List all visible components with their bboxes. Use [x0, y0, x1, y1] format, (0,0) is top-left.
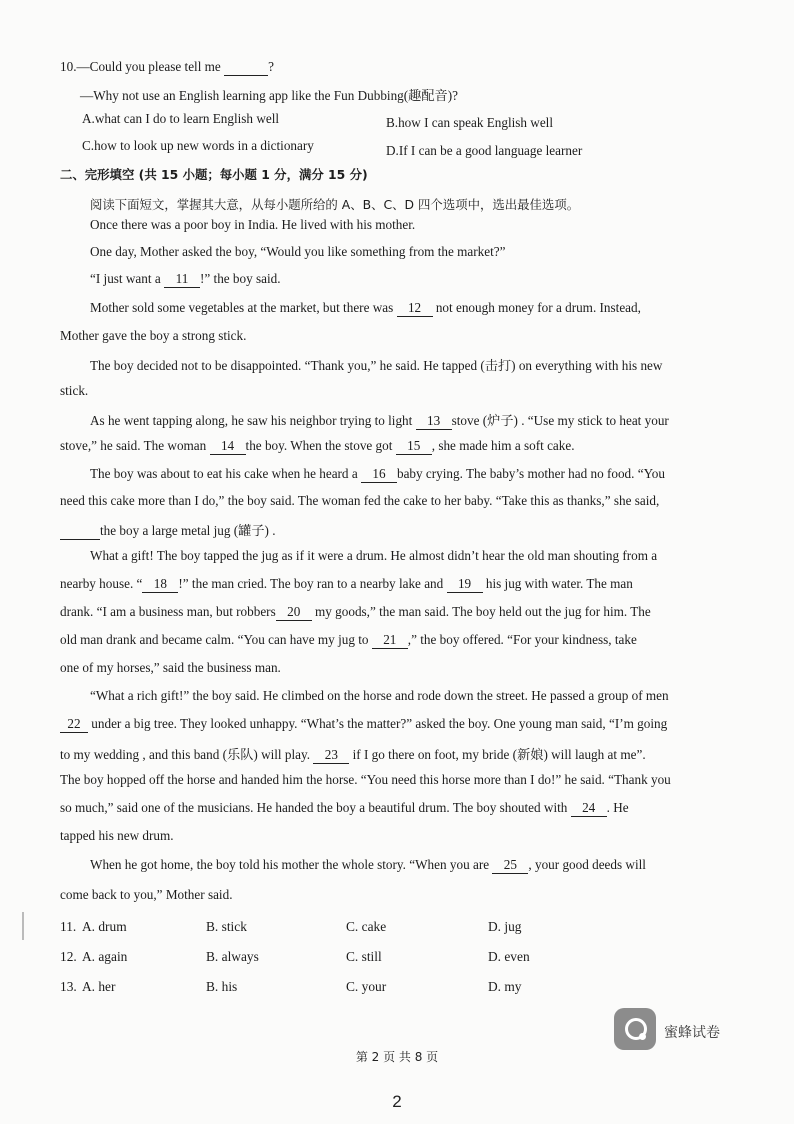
blank-14: 14 — [210, 438, 246, 455]
q10-option-a: A.what can I do to learn English well — [82, 111, 280, 126]
passage-line: need this cake more than I do,” the boy said. The woman fed the cake to her baby. “Take this as thanks,” she said, — [60, 493, 660, 508]
q10-option-b: B.how I can speak English well — [386, 115, 554, 130]
exam-page: 10.—Could you please tell me ? —Why not use an English learning app like the Fun Dubbing(趣配音)? A.what can I do to learn English well B.how I can speak English well C.how to look up new words in a dictionary D.If I can be a good language learner 二、完形填空 (共 15 小题；每小题 1 分，满分 15 分) 阅读下面短文，掌握其大意，从每小题所给的 A、B、C、D 四个选项中，选出最佳选项。 Once there was a poor boy in India. He lived with his mother. One day, Mother asked the boy, “Would you like something from the market?” “I just want a 11 !” the boy said. Mother sold some vegetables at the market, but there was 12 not enough money for a drum. Instead, Mother gave the boy a strong stick. The boy decided not to be disappointed. “Thank you,” he said. He tapped (击打) on everything with his new stick. As he went tapping along, he saw his neighbor trying to light 13 stove (炉子) . “Use my stick to heat your stove,” he said. The woman 14 the boy. When the stove got 15 , she made him a soft cake. The boy was about to eat his cake when he heard a 16 baby crying. The baby’s mother had no food. “You need this cake more than I do,” the boy said. The woman fed the cake to her baby. “Take this as thanks,” she said, the boy a large metal jug (罐子) . What a gift! The boy tapped the jug as if it were a drum. He almost didn’t hear the old man shouting from a nearby house. “ 18 !” the man cried. The boy ran to a nearby lake and 19 his jug with water. The man drank. “I am a business man, but robbers 20 my goods,” the man said. The boy held out the jug for him. The old man drank and became calm. “You can have my jug to 21 ,” the boy offered. “For your kindness, take one of my horses,” said the business man. “What a rich gift!” the boy said. He climbed on the horse and rode down the street. He passed a group of men 22 under a big tree. They looked unhappy. “What’s the matter?” asked the boy. One young man said, “I’m going to my wedding , and this band (乐队) will play. 23 if I go there on foot, my bride (新娘) will laugh at me”. The boy hopped off the horse and handed him the horse. “You need this horse more than I do!” he said. “Thank you so much,” said one of the musicians. He handed the boy a beautiful drum. The boy shouted with 24 . He tapped his new drum. When he got home, the boy told his mother the whole story. “When you are 25 , your good deeds will come back to you,” Mother said. 11. A. drum B. stick C. cake D. jug 12. A. again B. always C. still D. even 13. A. her B. his C. your D. my 蜜蜂试卷 第 2 页 共 8 页 2 — [0, 0, 794, 1124]
option-13-b: B. his — [206, 979, 238, 994]
blank-11: 11 — [164, 271, 200, 288]
section-heading: 二、完形填空 (共 15 小题；每小题 1 分，满分 15 分) — [60, 167, 368, 182]
section-instruction: 阅读下面短文，掌握其大意，从每小题所给的 A、B、C、D 四个选项中，选出最佳选项。 — [90, 197, 580, 212]
blank-25: 25 — [492, 857, 528, 874]
margin-mark — [22, 912, 24, 940]
blank-17 — [60, 523, 100, 540]
passage-line: Once there was a poor boy in India. He lived with his mother. — [90, 217, 416, 232]
passage-line: The boy was about to eat his cake when he heard a 16 baby crying. The baby’s mother had no food. “You — [90, 466, 665, 481]
option-13-a: A. her — [82, 979, 116, 994]
passage-line: stick. — [60, 383, 89, 398]
option-13-d: D. my — [488, 979, 522, 994]
blank-23: 23 — [313, 747, 349, 764]
passage-line: The boy hopped off the horse and handed him the horse. “You need this horse more than I do!” he said. “Thank you — [60, 772, 671, 787]
passage-line: to my wedding , and this band (乐队) will play. 23 if I go there on foot, my bride (新娘) will laugh at me”. — [60, 747, 646, 762]
page-footer: 第 2 页 共 8 页 — [355, 1050, 439, 1064]
blank-16: 16 — [361, 466, 397, 483]
blank-20: 20 — [276, 604, 312, 621]
passage-line: drank. “I am a business man, but robbers 20 my goods,” the man said. The boy held out the jug for him. The — [60, 604, 651, 619]
option-11-d: D. jug — [488, 919, 522, 934]
passage-line: Mother gave the boy a strong stick. — [60, 328, 247, 343]
blank-15: 15 — [396, 438, 432, 455]
passage-line: old man drank and became calm. “You can have my jug to 21 ,” the boy offered. “For your kindness, take — [60, 632, 637, 647]
passage-line: As he went tapping along, he saw his neighbor trying to light 13 stove (炉子) . “Use my stick to heat your — [90, 413, 669, 428]
passage-line: 22 under a big tree. They looked unhappy. “What’s the matter?” asked the boy. One young man said, “I’m going — [60, 716, 667, 733]
blank-13: 13 — [416, 413, 452, 430]
passage-line: Mother sold some vegetables at the market, but there was 12 not enough money for a drum. Instead, — [90, 300, 641, 315]
blank-19: 19 — [447, 576, 483, 593]
blank-18: 18 — [142, 576, 178, 593]
option-11-b: B. stick — [206, 919, 247, 934]
blank-12: 12 — [397, 300, 433, 317]
option-12-c: C. still — [346, 949, 382, 964]
logo-text: 蜜蜂试卷 — [664, 1025, 720, 1041]
option-11-c: C. cake — [346, 919, 387, 934]
q10-blank — [224, 59, 268, 76]
page-number: 2 — [392, 1092, 402, 1111]
bee-exam-logo-icon — [614, 1008, 656, 1050]
option-12-d: D. even — [488, 949, 530, 964]
blank-22: 22 — [60, 716, 88, 733]
passage-line: One day, Mother asked the boy, “Would you like something from the market?” — [90, 244, 506, 259]
passage-line: stove,” he said. The woman 14 the boy. When the stove got 15 , she made him a soft cake. — [60, 438, 575, 453]
passage-line: “I just want a 11 !” the boy said. — [90, 271, 281, 286]
passage-line: What a gift! The boy tapped the jug as if it were a drum. He almost didn’t hear the old man shouting from a — [90, 548, 658, 563]
passage-line: one of my horses,” said the business man. — [60, 660, 281, 675]
passage-line: “What a rich gift!” the boy said. He climbed on the horse and rode down the street. He passed a group of men — [90, 688, 669, 703]
option-12-a: A. again — [82, 949, 128, 964]
passage-line: so much,” said one of the musicians. He handed the boy a beautiful drum. The boy shouted with 24 . He — [60, 800, 629, 815]
passage-line: When he got home, the boy told his mother the whole story. “When you are 25 , your good deeds will — [90, 857, 646, 872]
q10-prompt: 10.—Could you please tell me ? — [60, 59, 274, 74]
q10-option-d: D.If I can be a good language learner — [386, 143, 583, 158]
blank-24: 24 — [571, 800, 607, 817]
blank-21: 21 — [372, 632, 408, 649]
option-12-b: B. always — [206, 949, 259, 964]
passage-line: come back to you,” Mother said. — [60, 887, 233, 902]
passage-line: tapped his new drum. — [60, 828, 174, 843]
q10-reply: —Why not use an English learning app like the Fun Dubbing(趣配音)? — [80, 88, 458, 103]
passage-line: The boy decided not to be disappointed. “Thank you,” he said. He tapped (击打) on everything with his new — [90, 358, 663, 373]
passage-line: nearby house. “ 18 !” the man cried. The boy ran to a nearby lake and 19 his jug with water. The man — [60, 576, 633, 591]
q10-option-c: C.how to look up new words in a dictionary — [82, 138, 314, 153]
passage-line: the boy a large metal jug (罐子) . — [60, 520, 276, 540]
option-11-a: A. drum — [82, 919, 127, 934]
option-13-c: C. your — [346, 979, 387, 994]
